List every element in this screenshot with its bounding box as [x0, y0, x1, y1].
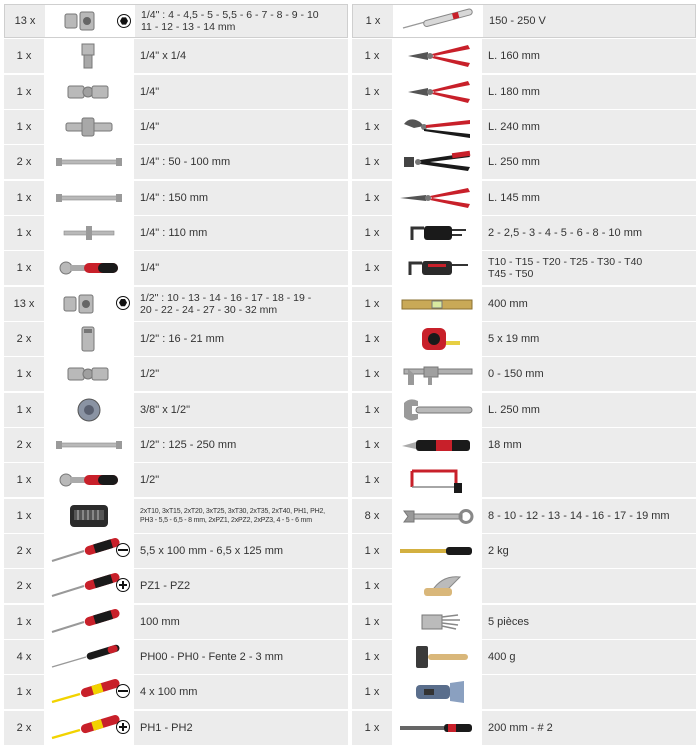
table-row [4, 463, 348, 497]
quantity: 2 x [16, 721, 32, 734]
quantity: 1 x [364, 474, 380, 487]
tool-description: 2xT10, 3xT15, 2xT20, 3xT25, 3xT30, 2xT35, 2xT40, PH1, PH2, PH3 - 5,5 - 6,5 - 8 mm, 2xPZ1, 2xPZ2, 2xPZ3, 4 - 5 - 6 mm [140, 507, 325, 524]
file-icon [392, 711, 482, 745]
quantity: 1 x [364, 368, 380, 381]
table-row [4, 216, 348, 250]
quantity: 1 x [16, 686, 32, 699]
quantity: 1 x [16, 50, 32, 63]
tool-description: 18 mm [488, 438, 522, 451]
screwdriver-icon [44, 605, 134, 639]
quantity: 1 x [364, 650, 380, 663]
quantity: 1 x [16, 262, 32, 275]
quantity: 1 x [364, 721, 380, 734]
quantity: 4 x [16, 650, 32, 663]
tool-description: 1/2" : 125 - 250 mm [140, 438, 237, 451]
table-row [4, 428, 348, 462]
slotted-tip-symbol-icon [116, 543, 130, 557]
tool-description: L. 180 mm [488, 85, 540, 98]
quantity: 1 x [16, 474, 32, 487]
tool-description: L. 240 mm [488, 120, 540, 133]
tool-description: 1/2" : 10 - 13 - 14 - 16 - 17 - 18 - 19 - 20 - 22 - 24 - 27 - 30 - 32 mm [140, 291, 312, 316]
tool-description: 2 - 2,5 - 3 - 4 - 5 - 6 - 8 - 10 mm [488, 226, 643, 239]
tape-measure-icon [392, 322, 482, 356]
table-row [352, 640, 696, 674]
precision-screwdriver-icon [44, 640, 134, 674]
tool-description: T10 - T15 - T20 - T25 - T30 - T40 T45 - T50 [488, 256, 643, 281]
quantity: 1 x [16, 191, 32, 204]
ratchet-icon [44, 463, 134, 497]
tool-description: L. 250 mm [488, 156, 540, 169]
quantity: 13 x [13, 297, 35, 310]
bit-box-icon [44, 499, 134, 533]
table-row [352, 357, 696, 391]
table-row [352, 393, 696, 427]
quantity: 8 x [364, 509, 380, 522]
quantity: 13 x [14, 15, 36, 27]
quantity: 1 x [364, 403, 380, 416]
end-cutter-pliers-icon [392, 145, 482, 179]
tool-description: 1/2" : 16 - 21 mm [140, 332, 224, 345]
tool-description: L. 250 mm [488, 403, 540, 416]
extension-bar-icon [44, 145, 134, 179]
pliers-icon [392, 39, 482, 73]
table-row [4, 4, 348, 38]
quantity: 1 x [364, 191, 380, 204]
tool-description: 2 kg [488, 544, 509, 557]
cross-tip-symbol-icon [116, 720, 130, 734]
tool-description: L. 145 mm [488, 191, 540, 204]
tool-description: 5 pièces [488, 615, 529, 628]
tool-description: 1/2" [140, 368, 160, 381]
table-row [4, 499, 348, 533]
quantity: 1 x [364, 226, 380, 239]
adjustable-wrench-icon [392, 393, 482, 427]
table-row [352, 216, 696, 250]
right-column [352, 4, 696, 746]
magnetic-pickup-icon [392, 534, 482, 568]
table-row [352, 322, 696, 356]
tool-description: 1/2" [140, 474, 160, 487]
quantity: 2 x [16, 156, 32, 169]
tool-description: 1/4" : 50 - 100 mm [140, 156, 231, 169]
tool-description: 1/4" x 1/4 [140, 50, 187, 63]
table-row [4, 605, 348, 639]
table-row [352, 181, 696, 215]
extension-bar-icon [44, 181, 134, 215]
t-handle-icon [44, 216, 134, 250]
tool-description: 150 - 250 V [489, 15, 546, 27]
long-nose-pliers-icon [392, 181, 482, 215]
flashlight-icon [392, 675, 482, 709]
quantity: 1 x [364, 85, 380, 98]
tool-description: 200 mm - # 2 [488, 721, 553, 734]
quantity: 1 x [364, 615, 380, 628]
table-row [4, 251, 348, 285]
quantity: 1 x [16, 120, 32, 133]
quantity: 1 x [364, 50, 380, 63]
tool-description: 8 - 10 - 12 - 13 - 14 - 16 - 17 - 19 mm [488, 509, 670, 522]
quantity: 1 x [364, 332, 380, 345]
quantity: 1 x [364, 297, 380, 310]
electrician-knife-icon [392, 569, 482, 603]
tool-description [482, 569, 696, 603]
quantity: 1 x [16, 85, 32, 98]
hacksaw-icon [392, 463, 482, 497]
universal-joint-icon [44, 357, 134, 391]
reducer-adapter-icon [44, 393, 134, 427]
feeler-gauge-icon [392, 605, 482, 639]
tool-description: 100 mm [140, 615, 180, 628]
ratchet-icon [44, 251, 134, 285]
table-row [4, 675, 348, 709]
table-row [352, 534, 696, 568]
hex-key-set-icon [392, 216, 482, 250]
table-row [352, 75, 696, 109]
tool-description: 400 mm [488, 297, 528, 310]
table-row [4, 110, 348, 144]
table-row [4, 711, 348, 745]
quantity: 1 x [16, 615, 32, 628]
quantity: 1 x [364, 580, 380, 593]
table-row [352, 428, 696, 462]
water-pump-pliers-icon [392, 110, 482, 144]
tool-description: PZ1 - PZ2 [140, 580, 191, 593]
caliper-icon [392, 357, 482, 391]
tool-description: 4 x 100 mm [140, 686, 198, 699]
quantity: 1 x [364, 686, 380, 699]
table-row [352, 287, 696, 321]
tool-description: 400 g [488, 650, 516, 663]
quantity: 1 x [364, 156, 380, 169]
table-row [4, 181, 348, 215]
pliers-icon [392, 75, 482, 109]
table-row [352, 251, 696, 285]
tool-description [482, 675, 696, 709]
extension-bar-icon [44, 428, 134, 462]
table-row [4, 145, 348, 179]
table-row [4, 640, 348, 674]
sliding-t-bar-icon [44, 110, 134, 144]
torx-key-set-icon [392, 251, 482, 285]
table-row [352, 711, 696, 745]
table-row [4, 75, 348, 109]
quantity: 1 x [364, 438, 380, 451]
table-row [352, 4, 696, 38]
tool-description: PH00 - PH0 - Fente 2 - 3 mm [140, 650, 284, 663]
tool-description: 3/8" x 1/2" [140, 403, 191, 416]
table-row [352, 463, 696, 497]
quantity: 2 x [16, 438, 32, 451]
quantity: 1 x [16, 368, 32, 381]
quantity: 1 x [16, 226, 32, 239]
table-row [352, 675, 696, 709]
adapter-icon [44, 39, 134, 73]
quantity: 1 x [16, 403, 32, 416]
table-row [352, 605, 696, 639]
cutter-knife-icon [392, 428, 482, 462]
tool-description: 1/4" : 150 mm [140, 191, 209, 204]
universal-joint-icon [44, 75, 134, 109]
tool-description: 1/4" [140, 85, 160, 98]
table-row [352, 145, 696, 179]
voltage-tester-icon [393, 5, 483, 37]
quantity: 1 x [365, 15, 381, 27]
table-row [352, 39, 696, 73]
tool-description: 1/4" [140, 262, 160, 275]
spirit-level-icon [392, 287, 482, 321]
table-row [4, 357, 348, 391]
tool-description: 0 - 150 mm [488, 368, 544, 381]
tool-description: 1/4" : 4 - 4,5 - 5 - 5,5 - 6 - 7 - 8 - 9 - 10 11 - 12 - 13 - 14 mm [141, 9, 319, 33]
quantity: 1 x [364, 544, 380, 557]
quantity: 1 x [16, 509, 32, 522]
left-column [4, 4, 348, 746]
table-row [4, 569, 348, 603]
tool-description: PH1 - PH2 [140, 721, 193, 734]
quantity: 2 x [16, 580, 32, 593]
table-row [4, 393, 348, 427]
hammer-icon [392, 640, 482, 674]
quantity: 2 x [16, 544, 32, 557]
quantity: 1 x [364, 262, 380, 275]
table-row [4, 39, 348, 73]
tool-description: 5,5 x 100 mm - 6,5 x 125 mm [140, 544, 284, 557]
table-row [4, 534, 348, 568]
combination-wrench-icon [392, 499, 482, 533]
hex-drive-symbol-icon [116, 296, 130, 310]
tool-description: 1/4" [140, 120, 160, 133]
quantity: 1 x [364, 120, 380, 133]
tool-description: 1/4" : 110 mm [140, 226, 208, 239]
tool-description: L. 160 mm [488, 50, 540, 63]
table-row [352, 569, 696, 603]
quantity: 2 x [16, 332, 32, 345]
deep-socket-icon [44, 322, 134, 356]
tool-description [482, 463, 696, 497]
tool-description: 5 x 19 mm [488, 332, 540, 345]
hex-drive-symbol-icon [117, 14, 131, 28]
table-row [352, 499, 696, 533]
table-row [352, 110, 696, 144]
table-row [4, 322, 348, 356]
table-row [4, 287, 348, 321]
